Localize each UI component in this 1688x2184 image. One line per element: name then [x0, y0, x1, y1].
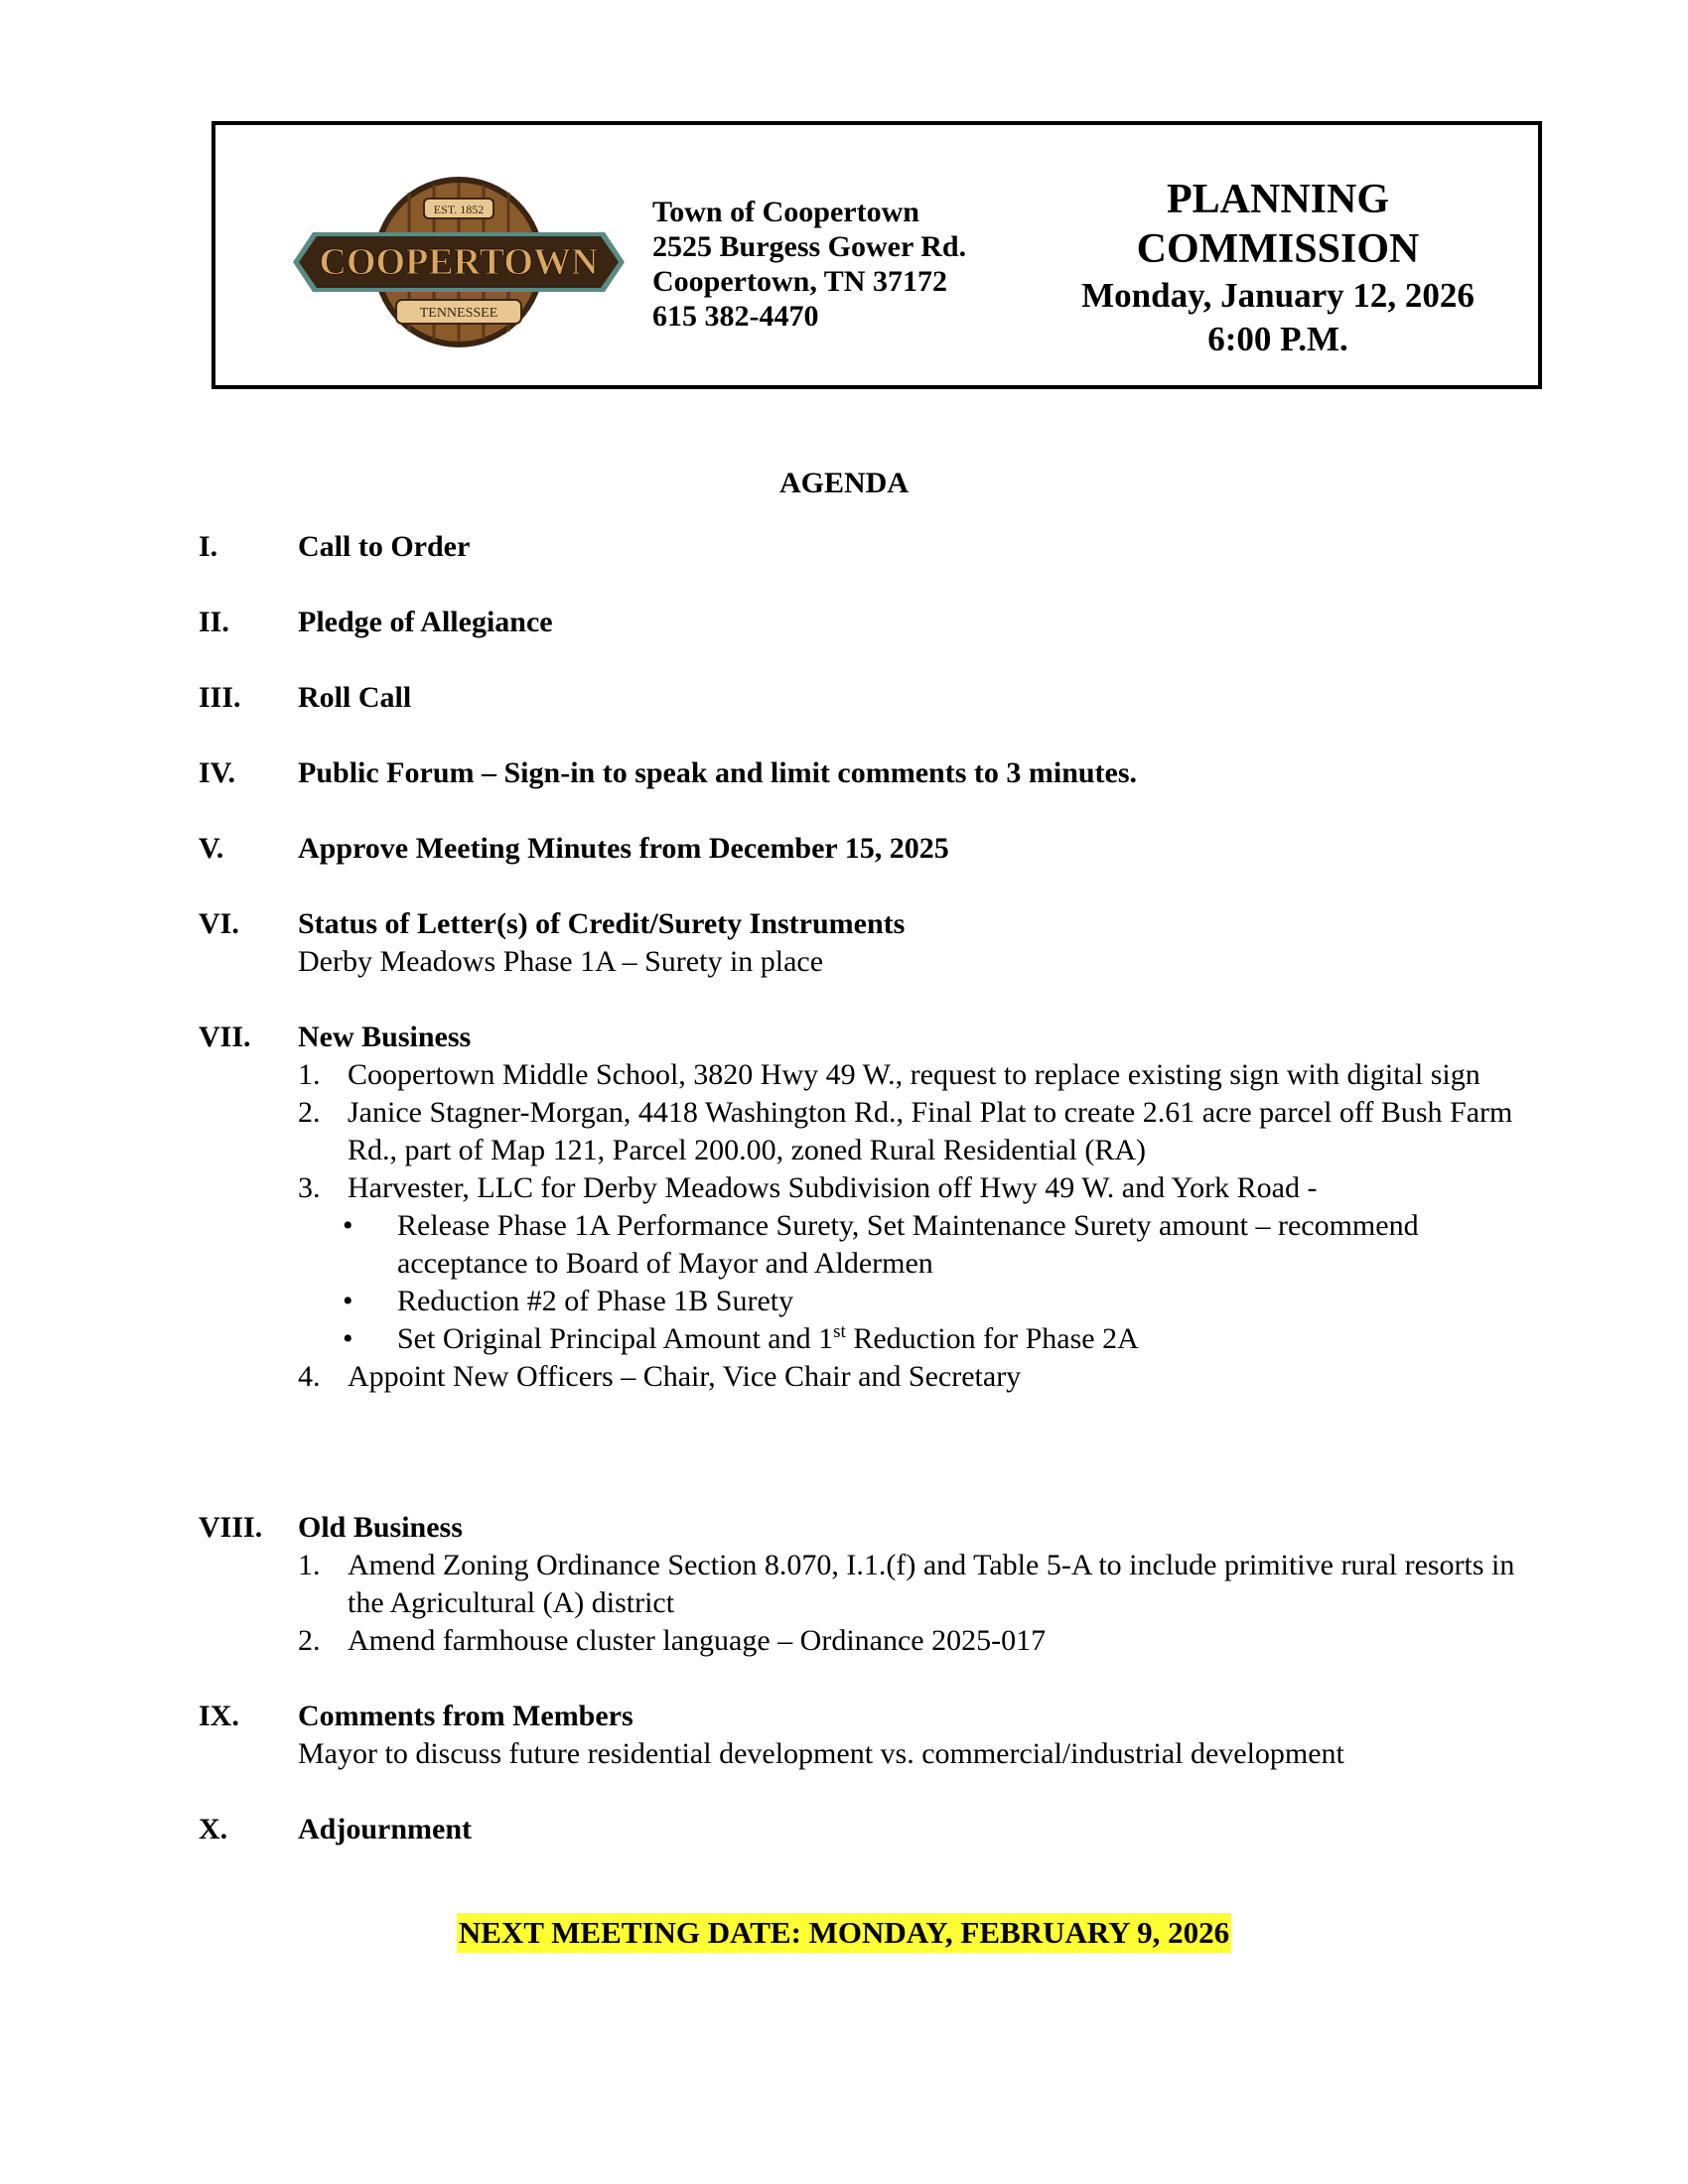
- bullet-item: [298, 1320, 1519, 1358]
- old-business-list: [298, 1547, 1519, 1660]
- section-number: II.: [199, 606, 229, 638]
- coopertown-logo: [285, 173, 633, 351]
- meeting-title-block: [1030, 175, 1526, 361]
- bullet-text-pre: Set Original Principal Amount and 1: [397, 1322, 834, 1355]
- section-heading: Status of Letter(s) of Credit/Surety Instruments: [298, 907, 906, 940]
- bullet-item: [298, 1283, 1519, 1320]
- new-business-list: [298, 1056, 1519, 1396]
- section-number: IX.: [199, 1700, 239, 1732]
- list-item: [298, 1094, 1519, 1169]
- bullet-superscript: st: [833, 1321, 846, 1342]
- list-item: [298, 1169, 1519, 1358]
- section-number: VII.: [199, 1021, 251, 1053]
- bullet-icon: •: [343, 1322, 353, 1355]
- header-box: [211, 121, 1542, 389]
- section-heading: Adjournment: [298, 1813, 473, 1845]
- section-number: IV.: [199, 756, 235, 789]
- section-number: III.: [199, 681, 241, 714]
- list-item: [298, 1056, 1519, 1094]
- item-text: Amend farmhouse cluster language – Ordinance 2025-017: [348, 1624, 1047, 1657]
- item-number: 3.: [298, 1171, 321, 1204]
- section-number: V.: [199, 832, 224, 865]
- section-heading: Roll Call: [298, 681, 412, 714]
- item-text: Appoint New Officers – Chair, Vice Chair and Secretary: [348, 1360, 1022, 1393]
- logo-state-text: TENNESSEE: [419, 306, 498, 321]
- item-number: 4.: [298, 1360, 321, 1393]
- section-detail: Derby Meadows Phase 1A – Surety in place: [298, 945, 824, 978]
- item-text: Coopertown Middle School, 3820 Hwy 49 W., request to replace existing sign with digital sign: [348, 1058, 1480, 1091]
- logo-name-text: COOPERTOWN: [319, 241, 599, 283]
- bullet-icon: •: [343, 1285, 353, 1317]
- bullet-text-post: Reduction for Phase 2A: [845, 1322, 1139, 1355]
- section-heading: Old Business: [298, 1511, 463, 1544]
- item-number: 2.: [298, 1624, 321, 1657]
- town-address: [652, 195, 966, 334]
- address-line: 2525 Burgess Gower Rd.: [652, 230, 967, 263]
- bullet-item: [298, 1207, 1519, 1283]
- section-number: VIII.: [199, 1511, 263, 1544]
- next-meeting-notice: [0, 1913, 1688, 1953]
- item-text: Amend Zoning Ordinance Section 8.070, I.1.(f) and Table 5-A to include primitive rural resorts in the Agricultural (A) district: [348, 1549, 1515, 1619]
- address-phone: 615 382-4470: [652, 300, 819, 333]
- sub-bullet-list: [298, 1207, 1519, 1358]
- section-heading: New Business: [298, 1021, 472, 1053]
- logo-est-text: EST. 1852: [433, 203, 485, 216]
- section-heading: Pledge of Allegiance: [298, 606, 553, 638]
- title-line: COMMISSION: [1136, 226, 1420, 272]
- section-heading: Public Forum – Sign-in to speak and limit comments to 3 minutes.: [298, 756, 1138, 789]
- item-text: Janice Stagner-Morgan, 4418 Washington Rd., Final Plat to create 2.61 acre parcel off Bush Farm Rd., part of Map 121, Parcel 200.00, zoned Rural Residential (RA): [348, 1096, 1513, 1166]
- address-line: Coopertown, TN 37172: [652, 265, 947, 298]
- section-detail: Mayor to discuss future residential development vs. commercial/industrial development: [298, 1737, 1344, 1770]
- meeting-time: 6:00 P.M.: [1207, 320, 1348, 358]
- list-item: [298, 1358, 1519, 1396]
- item-number: 1.: [298, 1549, 321, 1581]
- section-heading: Call to Order: [298, 530, 471, 563]
- item-text: Harvester, LLC for Derby Meadows Subdivision off Hwy 49 W. and York Road -: [348, 1171, 1318, 1204]
- bullet-text: Reduction #2 of Phase 1B Surety: [397, 1285, 794, 1317]
- section-number: X.: [199, 1813, 228, 1845]
- next-meeting-date: NEXT MEETING DATE: MONDAY, FEBRUARY 9, 2026: [457, 1913, 1231, 1953]
- bullet-icon: •: [343, 1209, 353, 1242]
- section-heading: Comments from Members: [298, 1700, 633, 1732]
- list-item: [298, 1547, 1519, 1622]
- address-line: Town of Coopertown: [652, 196, 919, 228]
- list-item: [298, 1622, 1519, 1660]
- section-heading: Approve Meeting Minutes from December 15, 2025: [298, 832, 949, 865]
- meeting-date: Monday, January 12, 2026: [1081, 276, 1475, 315]
- bullet-text: Release Phase 1A Performance Surety, Set Maintenance Surety amount – recommend acceptance to Board of Mayor and Aldermen: [397, 1209, 1419, 1280]
- agenda-title: AGENDA: [778, 467, 909, 499]
- title-line: PLANNING: [1166, 177, 1389, 222]
- section-number: VI.: [199, 907, 239, 940]
- item-number: 2.: [298, 1096, 321, 1129]
- section-number: I.: [199, 530, 218, 563]
- item-number: 1.: [298, 1058, 321, 1091]
